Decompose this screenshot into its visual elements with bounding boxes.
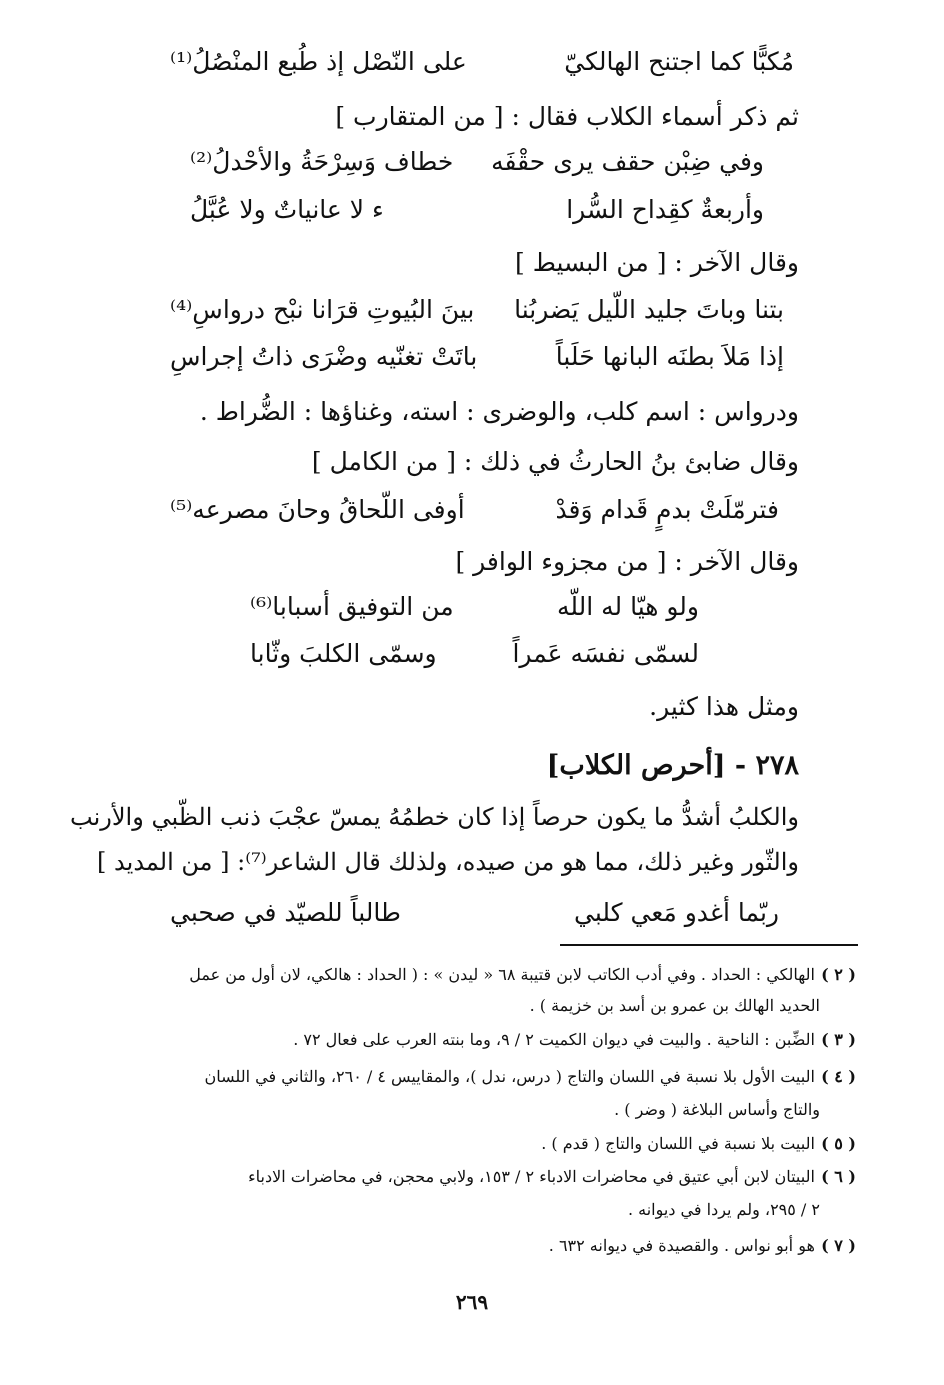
footnote-text: هو أبو نواس . والقصيدة في ديوانه ٦٣٢ . [548, 1236, 815, 1255]
prose-line: والكلبُ أشدُّ ما يكون حرصاً إذا كان خطمُهُ يمسّ عجْبَ ذنب الظّبي والأرنب [70, 803, 799, 831]
footnote-number: ( ٤ ) [821, 1067, 856, 1086]
verse-hemistich-right: وفي ضِبْن حقف يرى حقْفَه [491, 147, 764, 176]
footnote-text: الضِّبن : الناحية . والبيت في ديوان الكميت ٢ / ٩، وما بنته العرب على فعال ٧٢ . [293, 1030, 815, 1049]
verse-hemistich-left: طالباً للصيّد في صحبي [170, 898, 401, 927]
verse-line [250, 590, 699, 624]
footnote-line [80, 1131, 856, 1156]
footnote-line [80, 1027, 856, 1052]
footnote-number: ( ٢ ) [821, 965, 856, 984]
verse-line [190, 193, 764, 227]
footnote-text: والتاج وأساس البلاغة ( وضر ) . [614, 1100, 820, 1119]
footnote-line [80, 1164, 856, 1189]
verse-line [170, 896, 779, 930]
verse-hemistich-left: بينَ البُيوتِ قرَانا نبْح درواسِ⁽⁴⁾ [170, 295, 475, 324]
verse-hemistich-left: على النّصْل إذ طُبع المنْصُلُ⁽¹⁾ [170, 47, 467, 76]
section-heading: ٢٧٨ - [أحرص الكلاب] [546, 750, 799, 781]
verse-hemistich-left: من التوفيق أسبابا⁽⁶⁾ [250, 592, 454, 621]
verse-hemistich-left: وسمّى الكلبَ وثّابا [250, 639, 437, 668]
verse-hemistich-right: مُكبًّا كما اجتنح الهالكيّ [564, 47, 794, 76]
verse-hemistich-left: باتَتْ تغنّيه وضْرَى ذاتُ إجراسِ [170, 342, 478, 371]
prose-line: والثّور وغير ذلك، مما هو من صيده، ولذلك قال الشاعر⁽⁷⁾: [ من المديد ] [97, 848, 799, 876]
intro-line: ثم ذكر أسماء الكلاب فقال : [ من المتقارب ] [335, 102, 799, 131]
verse-line [170, 340, 784, 374]
footnote-text: البيت بلا نسبة في اللسان والتاج ( قدم ) . [541, 1134, 815, 1153]
page-number: ٢٦٩ [455, 1290, 489, 1314]
footnote-text: الحديد الهالك بن عمرو بن أسد بن خزيمة ) . [529, 996, 820, 1015]
footnote-text: البيت الأول بلا نسبة في اللسان والتاج ( درس، ندل )، والمقاييس ٤ / ٢٦٠، والثاني في اللسان [204, 1067, 815, 1086]
verse-hemistich-left: خطاف وَسِرْحَةُ والأحْدلُ⁽²⁾ [190, 147, 454, 176]
intro-line: ودرواس : اسم كلب، والوضرى : استه، وغناؤها : الضُّراط . [199, 397, 799, 426]
footnote-line [80, 1233, 856, 1258]
verse-line [170, 293, 784, 327]
intro-line: وقال ضابئ بنُ الحارثُ في ذلك : [ من الكامل ] [311, 447, 799, 476]
verse-line [250, 637, 699, 671]
verse-hemistich-right: ربّما أغدو مَعي كلبي [573, 898, 779, 927]
footnote-number: ( ٥ ) [821, 1134, 856, 1153]
footnote-text: ٢ / ٢٩٥، ولم يردا في ديوانه . [627, 1200, 820, 1219]
verse-line [170, 493, 779, 527]
verse-hemistich-right: بتنا وباتَ جليد اللّيل يَضربُنا [514, 295, 784, 324]
footnote-text: البيتان لابن أبي عتيق في محاضرات الادباء ٢ / ١٥٣، ولابي محجن، في محاضرات الادباء [248, 1167, 815, 1186]
footnote-number: ( ٧ ) [821, 1236, 856, 1255]
footnote-line [80, 993, 820, 1018]
footnote-number: ( ٦ ) [821, 1167, 856, 1186]
intro-line: وقال الآخر : [ من مجزوء الوافر ] [455, 547, 799, 576]
footnote-line [80, 1197, 820, 1222]
verse-hemistich-right: لسمّى نفسَه عَمراً [512, 639, 699, 668]
verse-hemistich-right: فترمّلَتْ بدمٍ قَدام وَقدْ [555, 495, 779, 524]
footnote-line [80, 1064, 856, 1089]
verse-hemistich-right: ولو هيّا له اللّه [556, 592, 699, 621]
intro-line: ومثل هذا كثير. [649, 692, 799, 721]
footnote-text: الهالكي : الحداد . وفي أدب الكاتب لابن قتيبة ٦٨ « ليدن » : ( الحداد : هالكي، لان أول من عمل [189, 965, 815, 984]
footnote-number: ( ٣ ) [821, 1030, 856, 1049]
footnote-line [80, 1097, 820, 1122]
verse-line [170, 45, 794, 79]
verse-hemistich-right: إذا مَلاَ بطنَه البانها حَلَباً [555, 342, 784, 371]
verse-line [190, 145, 764, 179]
verse-hemistich-right: وأربعةٌ كقِداح السُّرا [566, 195, 764, 224]
footnote-divider [560, 944, 858, 946]
verse-hemistich-left: أوفى اللّحاقُ وحانَ مصرعه⁽⁵⁾ [170, 495, 465, 524]
verse-hemistich-left: ء لا عانياتٌ ولا عُبَّلُ [190, 195, 384, 224]
footnote-line [80, 962, 856, 987]
intro-line: وقال الآخر : [ من البسيط ] [515, 248, 799, 277]
